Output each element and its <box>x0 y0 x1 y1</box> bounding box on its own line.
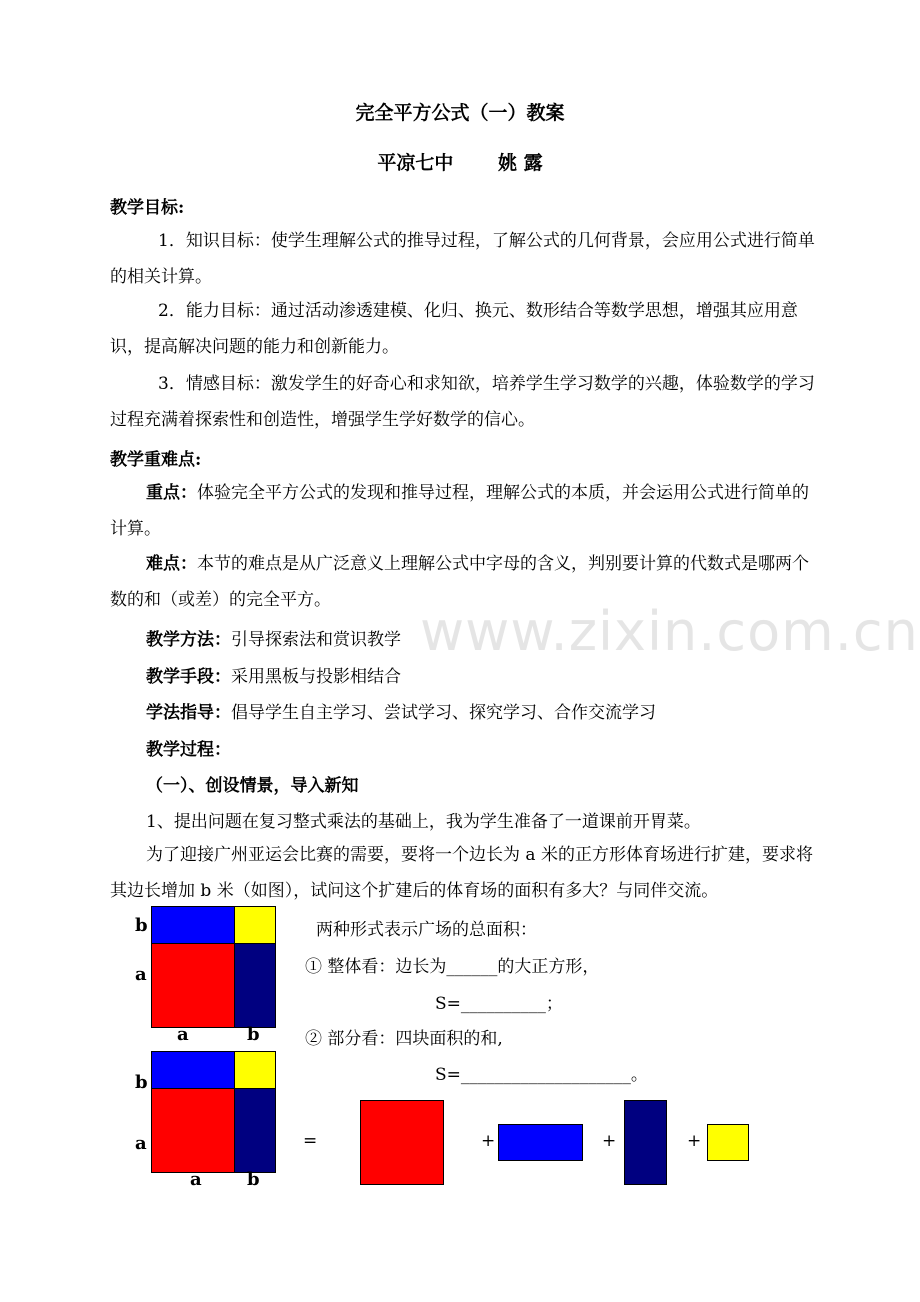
label-b-side: b <box>135 1072 148 1093</box>
means-text: 采用黑板与投影相结合 <box>231 667 401 687</box>
strip-ab-right <box>234 1088 276 1173</box>
whole-view-line: ① 整体看：边长为______的大正方形， <box>305 957 600 977</box>
objective-2: 2．能力目标：通过活动渗透建模、化归、换元、数形结合等数学思想，增强其应用意识，提高解决问题的能力和创新能力。 <box>110 301 798 357</box>
label-b-bottom: b <box>247 1024 260 1045</box>
objectives-heading: 教学目标: <box>110 198 185 218</box>
parts-view-line: ② 部分看：四块面积的和, <box>305 1029 503 1049</box>
label-b-bottom: b <box>247 1169 260 1190</box>
part-square-a <box>360 1100 444 1185</box>
guidance-text: 倡导学生自主学习、尝试学习、探究学习、合作交流学习 <box>231 703 656 723</box>
plus-sign-3: + <box>687 1131 702 1151</box>
difficulty-point <box>110 546 816 618</box>
means-label: 教学手段： <box>146 667 231 687</box>
step-1: 1、提出问题在复习整式乘法的基础上，我为学生准备了一道课前开胃菜。 <box>146 812 701 832</box>
square-b <box>234 906 276 944</box>
whole-formula: S=__________； <box>435 994 563 1014</box>
key-label: 重点： <box>146 483 197 503</box>
page-title: 完全平方公式（一）教案 <box>355 102 565 124</box>
label-b-side: b <box>135 915 148 936</box>
part-square-b <box>707 1124 749 1161</box>
part-rect-ab-vertical <box>624 1100 667 1185</box>
method-text: 引导探索法和赏识教学 <box>231 630 401 650</box>
label-a-bottom: a <box>190 1169 202 1190</box>
label-a-side: a <box>135 964 147 985</box>
problem-text: 为了迎接广州亚运会比赛的需要，要将一个边长为 a 米的正方形体育场进行扩建，要求将其边长增加 b 米（如图），试问这个扩建后的体育场的面积有多大？与同伴交流。 <box>110 845 813 901</box>
study-guidance <box>146 698 656 723</box>
strip-ab-top <box>151 906 235 944</box>
difficulty-text: 本节的难点是从广泛意义上理解公式中字母的含义，判别要计算的代数式是哪两个数的和（或差）的完全平方。 <box>110 554 809 610</box>
label-a-side: a <box>135 1133 147 1154</box>
method-label: 教学方法： <box>146 630 231 650</box>
label-a-bottom: a <box>177 1024 189 1045</box>
teaching-method <box>146 625 401 650</box>
objective-1: 1．知识目标：使学生理解公式的推导过程，了解公式的几何背景，会应用公式进行简单的相关计算。 <box>110 231 815 287</box>
process-heading: 教学过程： <box>146 740 231 760</box>
objective-3: 3．情感目标：激发学生的好奇心和求知欲，培养学生学习数学的兴趣，体验数学的学习过程充满着探索性和创造性，增强学生学好数学的信心。 <box>110 374 815 430</box>
difficulty-label: 难点： <box>146 554 197 574</box>
author-line: 平凉七中 姚 露 <box>377 152 543 174</box>
plus-sign-2: + <box>602 1131 617 1151</box>
guidance-label: 学法指导： <box>146 703 231 723</box>
square-a <box>151 943 235 1028</box>
keypoints-heading: 教学重难点: <box>110 450 202 470</box>
key-point <box>110 475 816 547</box>
strip-ab-top <box>151 1051 235 1089</box>
plus-sign-1: + <box>481 1131 496 1151</box>
square-b <box>234 1051 276 1089</box>
diagram-caption: 两种形式表示广场的总面积： <box>316 920 537 940</box>
section-1-heading: （一）、创设情景，导入新知 <box>146 776 359 796</box>
part-rect-ab-horizontal <box>498 1124 583 1161</box>
key-text: 体验完全平方公式的发现和推导过程，理解公式的本质，并会运用公式进行简单的计算。 <box>110 483 809 539</box>
equals-sign: = <box>303 1131 318 1151</box>
teaching-means <box>146 662 401 687</box>
parts-formula: S=____________________。 <box>435 1065 648 1085</box>
square-a <box>151 1088 235 1173</box>
watermark: www.zixin.com.cn <box>420 600 919 663</box>
strip-ab-right <box>234 943 276 1028</box>
